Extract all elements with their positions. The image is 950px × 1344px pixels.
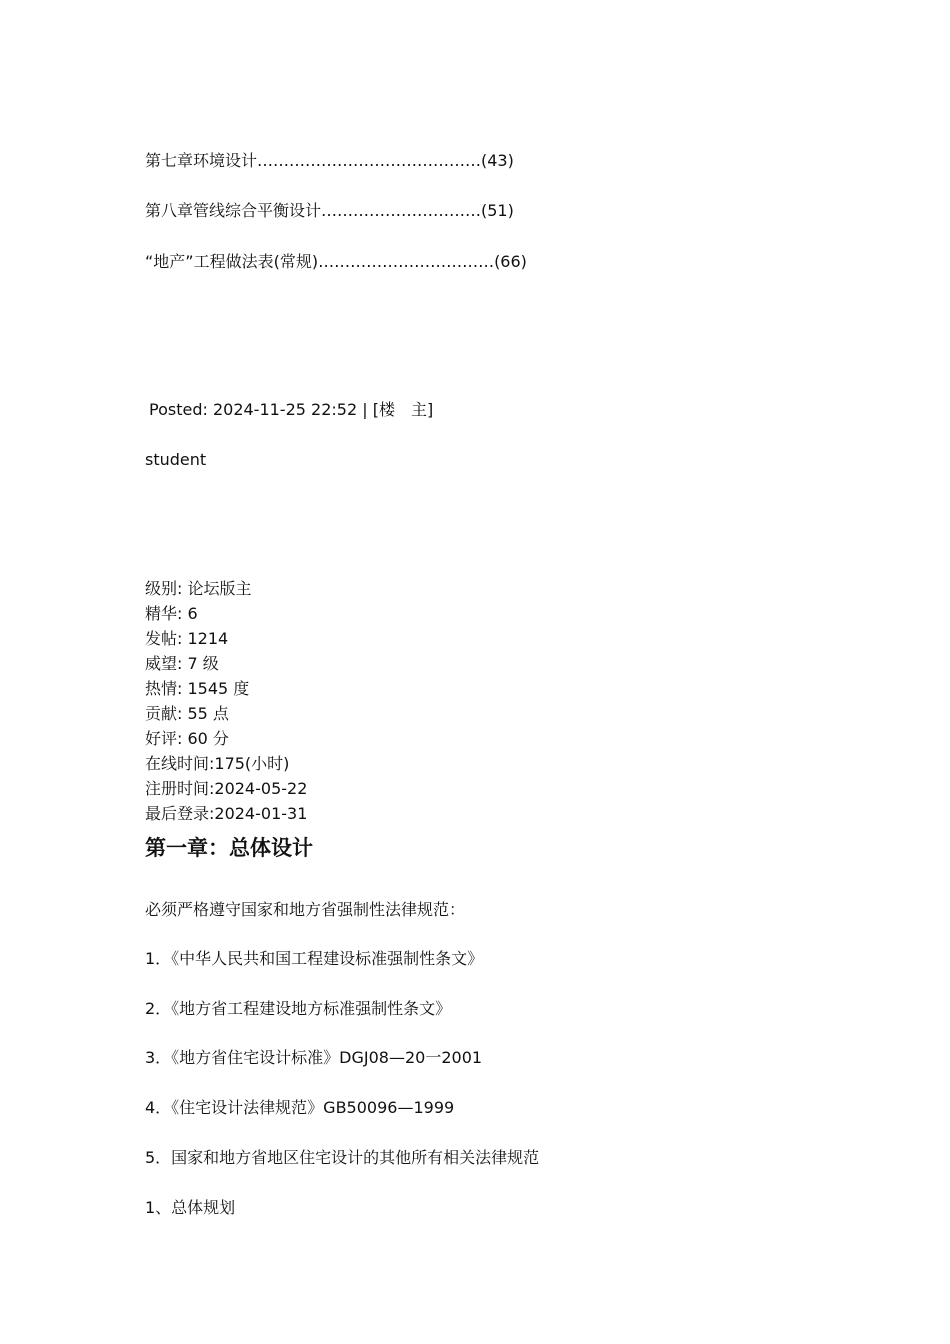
profile-register-date: 注册时间:2024-05-22 <box>145 779 308 798</box>
section-heading: 1、总体规划 <box>145 1198 236 1217</box>
profile-essence: 精华: 6 <box>145 604 198 623</box>
toc-entry-chapter-8: 第八章管线综合平衡设计…………………………(51) <box>145 201 514 220</box>
regulation-item-2: 2．《地方省工程建设地方标准强制性条文》 <box>145 999 452 1018</box>
profile-online-time: 在线时间:175(小时) <box>145 754 290 773</box>
profile-posts: 发帖: 1214 <box>145 629 229 648</box>
regulation-item-4: 4．《住宅设计法律规范》GB50096—1999 <box>145 1098 455 1117</box>
profile-contribution: 贡献: 55 点 <box>145 704 229 723</box>
chapter-title: 第一章：总体设计 <box>145 836 313 860</box>
regulation-item-1: 1．《中华人民共和国工程建设标准强制性条文》 <box>145 949 484 968</box>
profile-prestige: 威望: 7 级 <box>145 654 219 673</box>
regulation-item-3: 3．《地方省住宅设计标准》DGJ08—20一2001 <box>145 1048 483 1067</box>
toc-entry-practice-table: “地产”工程做法表(常规)……………………………(66) <box>145 252 527 271</box>
author-profile-stats <box>145 576 307 826</box>
regulation-item-5: 5．国家和地方省地区住宅设计的其他所有相关法律规范 <box>145 1148 540 1167</box>
profile-rating: 好评: 60 分 <box>145 729 229 748</box>
post-author: student <box>145 450 207 469</box>
toc-entry-chapter-7: 第七章环境设计……………………………………(43) <box>145 151 514 170</box>
post-meta: Posted: 2024-11-25 22:52 | [楼 主] <box>149 400 434 419</box>
profile-level: 级别: 论坛版主 <box>145 579 252 598</box>
profile-enthusiasm: 热情: 1545 度 <box>145 679 250 698</box>
chapter-intro: 必须严格遵守国家和地方省强制性法律规范： <box>145 900 466 919</box>
profile-last-login: 最后登录:2024-01-31 <box>145 804 308 823</box>
